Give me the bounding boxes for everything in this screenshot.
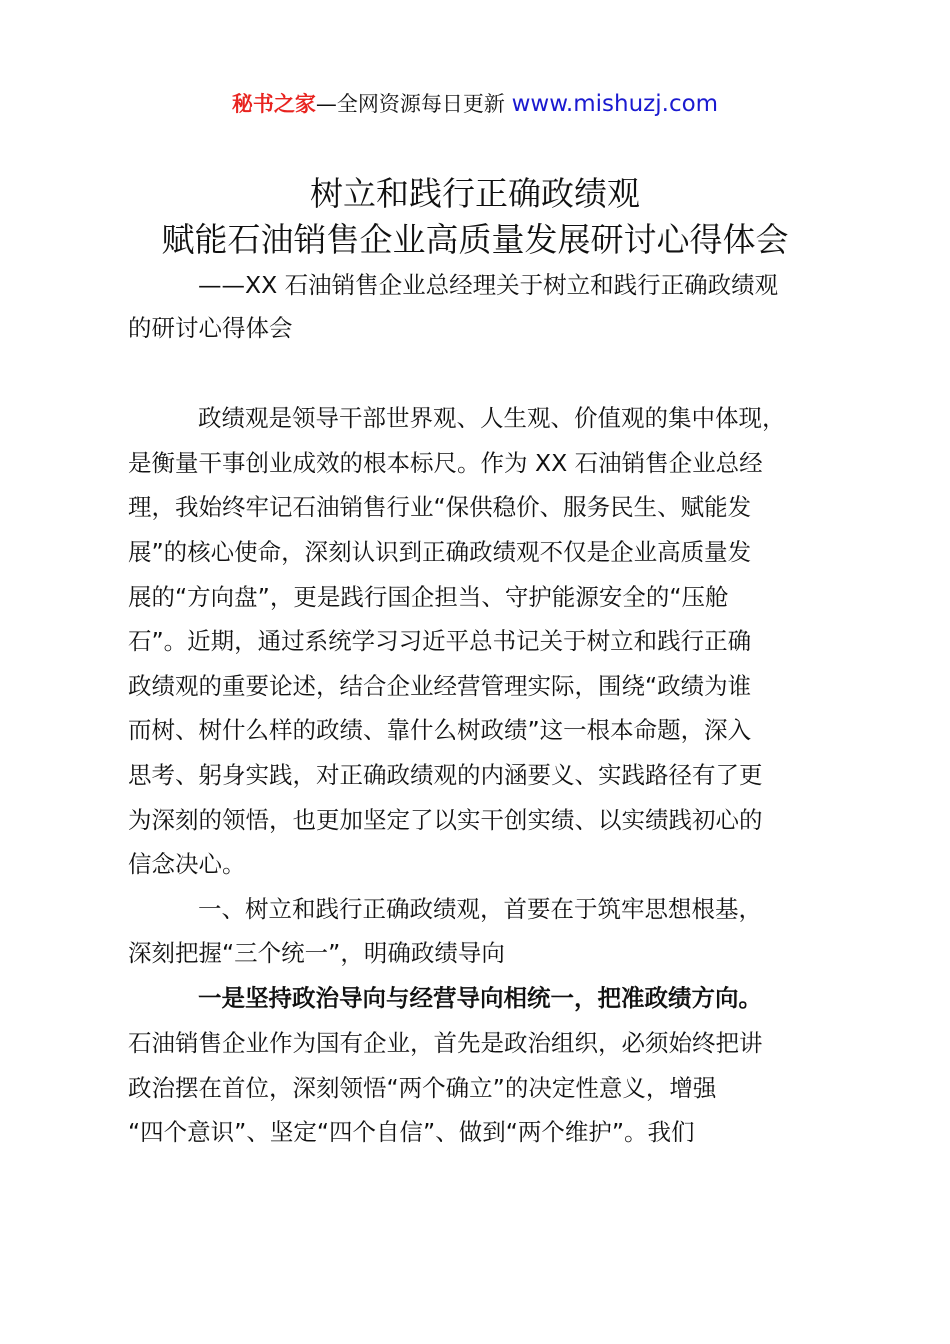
site-url-link[interactable]: www.mishuzj.com bbox=[511, 91, 719, 117]
brand-name: 秘书之家 bbox=[231, 92, 316, 116]
bold-subheading: 一是坚持政治导向与经营导向相统一，把准政绩方向。 bbox=[198, 984, 762, 1012]
document-title-line1: 树立和践行正确政绩观 bbox=[310, 174, 640, 213]
body-line: 政绩观是领导干部世界观、人生观、价值观的集中体现， bbox=[198, 404, 786, 432]
body-line: 展的“方向盘”，更是践行国企担当、守护能源安全的“压舱 bbox=[128, 583, 729, 611]
body-line: 政绩观的重要论述，结合企业经营管理实际，围绕“政绩为谁 bbox=[128, 672, 752, 700]
body-line: 展”的核心使命，深刻认识到正确政绩观不仅是企业高质量发 bbox=[128, 538, 752, 566]
body-line: 石”。近期，通过系统学习习近平总书记关于树立和践行正确 bbox=[128, 627, 752, 655]
body-line: 是衡量干事创业成效的根本标尺。作为 XX 石油销售企业总经 bbox=[128, 449, 763, 477]
body-line: “四个意识”、坚定“四个自信”、做到“两个维护”。我们 bbox=[128, 1118, 695, 1146]
section-heading-line: 深刻把握“三个统一”，明确政绩导向 bbox=[128, 939, 505, 967]
body-line: 为深刻的领悟，也更加坚定了以实干创实绩、以实绩践初心的 bbox=[128, 806, 763, 834]
document-title-line2: 赋能石油销售企业高质量发展研讨心得体会 bbox=[161, 220, 789, 259]
body-line: 而树、树什么样的政绩、靠什么树政绩”这一根本命题，深入 bbox=[128, 716, 752, 744]
site-header bbox=[0, 88, 950, 118]
body-line: 理，我始终牢记石油销售行业“保供稳价、服务民生、赋能发 bbox=[128, 493, 752, 521]
header-tagline: —全网资源每日更新 bbox=[315, 92, 512, 116]
section-heading-line: 一、树立和践行正确政绩观，首要在于筑牢思想根基， bbox=[198, 895, 762, 923]
body-line: 政治摆在首位，深刻领悟“两个确立”的决定性意义，增强 bbox=[128, 1074, 717, 1102]
subtitle-line2: 的研讨心得体会 bbox=[128, 314, 293, 342]
body-line: 石油销售企业作为国有企业，首先是政治组织，必须始终把讲 bbox=[128, 1029, 763, 1057]
body-line: 信念决心。 bbox=[128, 850, 246, 878]
subtitle-line1: ——XX 石油销售企业总经理关于树立和践行正确政绩观 bbox=[198, 271, 779, 299]
body-line: 思考、躬身实践，对正确政绩观的内涵要义、实践路径有了更 bbox=[128, 761, 763, 789]
